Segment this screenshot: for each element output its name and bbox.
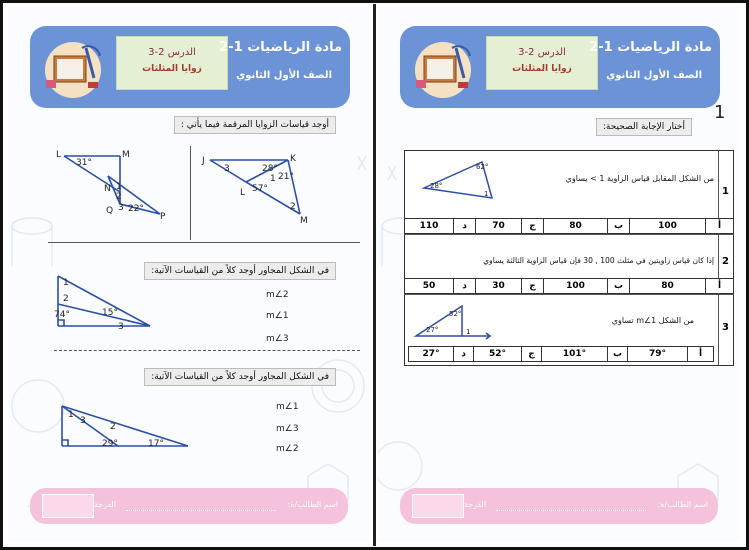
q3-number: 3 [722,322,729,333]
s3-angle-1: 1 [68,410,74,420]
subject-title: مادة الرياضيات 1-2 [589,40,712,55]
q2-choice-b-value[interactable]: 100 [543,279,607,293]
q3-triangle [412,302,496,342]
subject-title: مادة الرياضيات 1-2 [219,40,342,55]
q1-choice-d-value[interactable]: 110 [419,221,439,231]
fig-a-label-M: M [122,150,130,160]
fig-b-angle-2: 2 [290,202,296,212]
fig-a-angle-2: 2 [116,192,122,202]
section3-instruction: في الشكل المجاور أوجد كلاً من القياسات الآتية: [144,368,336,386]
q1-number: 1 [722,186,729,197]
q3-choice-c-letter: ج [521,347,541,361]
student-name-line[interactable] [126,510,276,511]
fig-a-angle-3: 3 [118,203,124,213]
section1-bottom-rule [48,242,360,243]
q2-choice-a-value[interactable]: 80 [629,279,705,293]
geometry-tools-icon [408,34,478,100]
q3-choice-b-letter: ب [607,347,627,361]
fig-b-angle-57: 57° [252,184,268,194]
q3-angle-27: 27° [426,326,439,334]
student-name-line[interactable] [496,510,646,511]
fig-b-angle-28: 28° [262,164,278,174]
lesson-name: زوايا المثلثات [512,64,572,74]
s2-label-m1: m∠1 [266,311,289,321]
s3-angle-29: 29° [102,439,118,449]
qnum-column-divider [718,150,719,366]
fig-a-angle-22: 22° [128,204,144,214]
lesson-name: زوايا المثلثات [142,64,202,74]
q2-choices [404,278,734,294]
q1-choice-c-value[interactable]: 70 [475,219,521,233]
student-footer [30,488,348,524]
fig-b-angle-3: 3 [224,164,230,174]
q3-choice-a-value[interactable]: 79° [627,347,687,361]
lesson-header [400,26,720,108]
grade-title: الصف الأول الثانوي [236,70,332,81]
s2-label-m3: m∠3 [266,334,289,344]
fig-a-label-L: L [56,150,62,160]
section1-vertical-divider [190,146,191,240]
fig-a-label-N: N [104,184,111,194]
s3-label-m1: m∠1 [276,402,299,412]
q2-choice-c-value[interactable]: 30 [475,279,521,293]
student-name-label: اسم الطالب/ة: [287,500,338,509]
q1-choice-a-letter: أ [705,219,733,233]
q2-choice-d-letter: د [453,279,475,293]
fig-b-label-L: L [240,188,246,198]
s2-angle-1: 1 [63,278,69,288]
q3-text: من الشكل m∠1 تساوي [611,316,694,325]
q1-choices [404,218,734,234]
q1-choice-d-letter: د [453,219,475,233]
q3-choice-d-value[interactable]: 27° [422,349,440,359]
q1-angle-28: 28° [430,182,443,190]
q3-choice-d-letter: د [453,347,473,361]
s3-angle-3: 3 [80,416,86,426]
lesson-number: الدرس 2-3 [148,47,196,58]
grade-title: الصف الأول الثانوي [606,70,702,81]
grade-input-box[interactable] [42,494,94,518]
q2-choice-b-letter: ب [607,279,629,293]
q1-angle-1: 1 [484,190,489,198]
fig-b-label-J: J [202,156,205,166]
q3-choice-b-value[interactable]: 101° [541,347,607,361]
item-number: 1 [714,102,726,123]
page-divider [373,4,376,546]
fig-b-angle-21: 21° [278,172,294,182]
q2-choice-c-letter: ج [521,279,543,293]
s3-angle-17: 17° [148,439,164,449]
q1-choice-a-value[interactable]: 100 [629,219,705,233]
s2-angle-3: 3 [118,322,124,332]
q3-angle-1: 1 [466,328,471,336]
q2-text: إذا كان قياس زاويتين في مثلث 100 , 30 فإن قياس الزاوية الثالثة يساوي [483,256,714,265]
section1-instruction: أوجد قياسات الزوايا المرقمة فيما يأتي : [174,116,336,134]
grade-label: الدرجة [464,500,486,509]
q3-choices [408,346,714,362]
fig-b-label-M: M [300,216,308,226]
q2-q3-divider [404,294,734,295]
mcq-instruction: أختار الإجابة الصحيحة: [596,118,692,136]
q3-choice-a-letter: أ [687,347,713,361]
fig-b-label-K: K [290,154,296,164]
figure-section3-triangle [58,402,192,452]
fig-a-angle-1: 1 [116,182,122,192]
q1-angle-62: 62° [476,163,489,171]
q2-choice-d-value[interactable]: 50 [422,281,436,291]
fig-a-angle-31: 31° [76,158,92,168]
s3-label-m2: m∠2 [276,444,299,454]
section2-instruction: في الشكل المجاور أوجد كلاً من القياسات الآتية: [144,262,336,280]
left-page [8,6,370,542]
right-page [378,6,740,542]
q1-choice-b-letter: ب [607,219,629,233]
student-footer [400,488,718,524]
student-name-label: اسم الطالب/ة: [657,500,708,509]
grade-input-box[interactable] [412,494,464,518]
grade-label: الدرجة [94,500,116,509]
q3-choice-c-value[interactable]: 52° [473,347,521,361]
s3-angle-2: 2 [110,422,116,432]
lesson-box [486,36,598,90]
s3-label-m3: m∠3 [276,424,299,434]
section2-bottom-rule [54,350,360,351]
q1-q2-divider [404,234,734,235]
s2-angle-15: 15° [102,308,118,318]
geometry-tools-icon [38,34,108,100]
q1-choice-c-letter: ج [521,219,543,233]
s2-angle-74: 74° [54,310,70,320]
q2-number: 2 [722,256,729,267]
lesson-header [30,26,350,108]
q1-text: من الشكل المقابل قياس الزاوية 1 > يساوي [565,174,714,183]
fig-a-label-P: P [160,212,166,222]
s2-label-m2: m∠2 [266,290,289,300]
lesson-box [116,36,228,90]
q3-angle-52: 52° [449,310,462,318]
s2-angle-2: 2 [63,294,69,304]
lesson-number: الدرس 2-3 [518,47,566,58]
q1-choice-b-value[interactable]: 80 [543,219,607,233]
fig-a-label-Q: Q [106,206,114,216]
fig-b-angle-1: 1 [270,174,276,184]
q2-choice-a-letter: أ [705,279,733,293]
